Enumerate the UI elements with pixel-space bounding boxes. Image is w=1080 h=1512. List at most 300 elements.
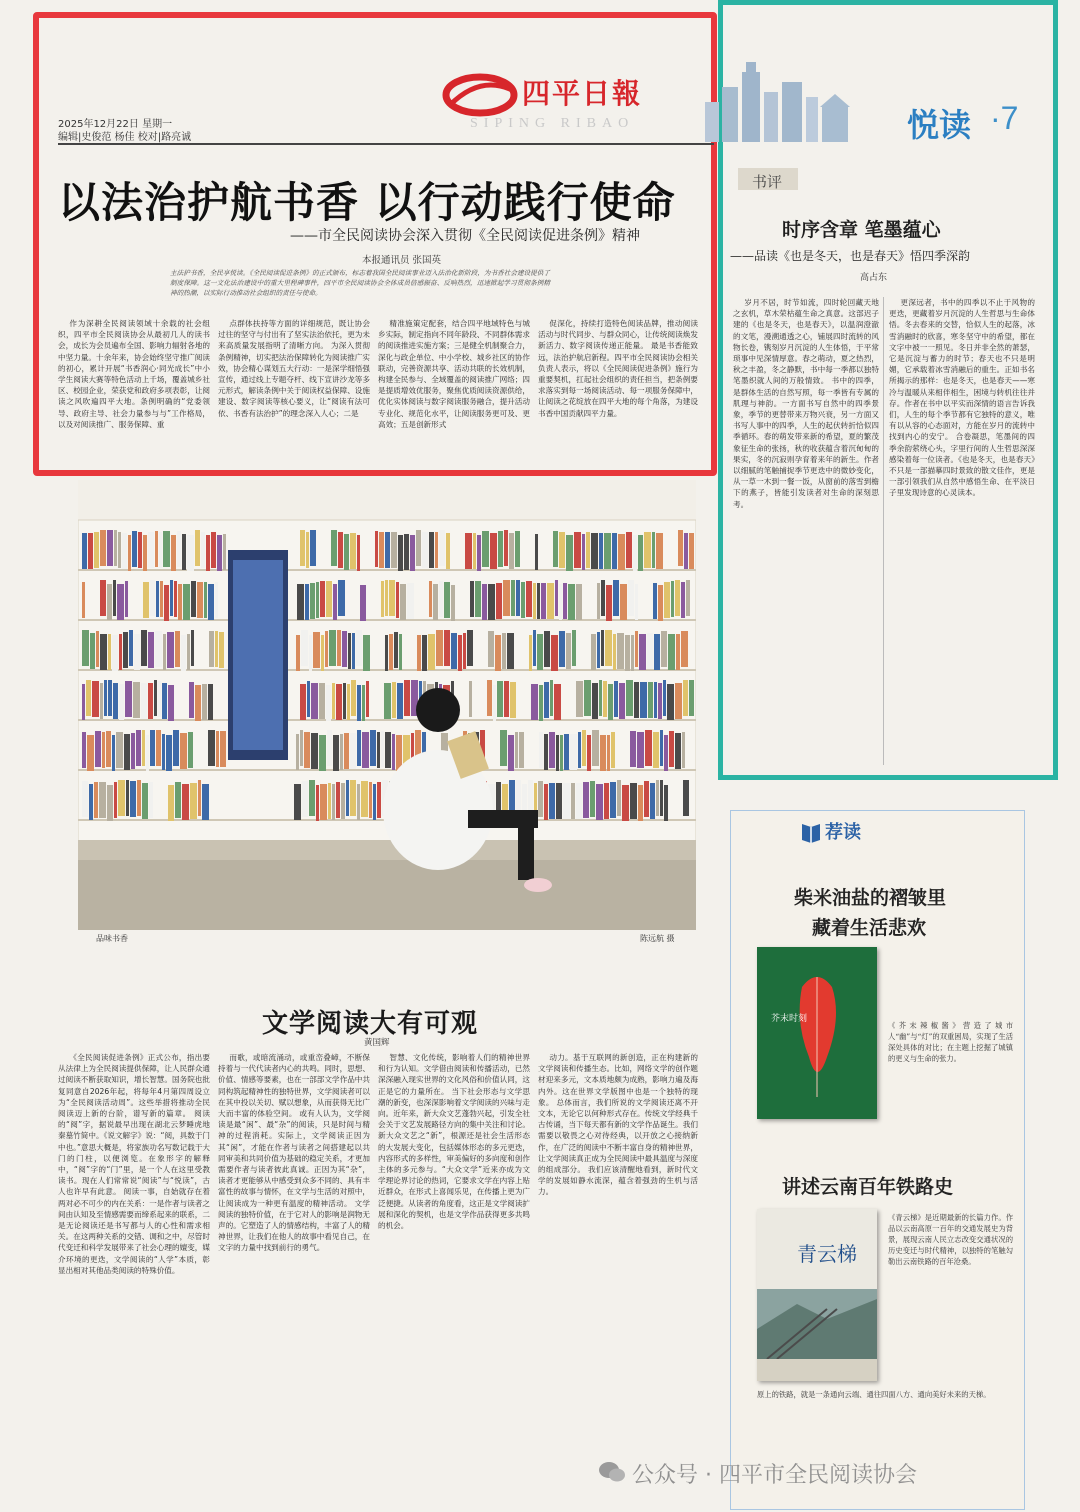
book-spine <box>676 634 680 670</box>
book-spine <box>654 634 660 670</box>
book-spine <box>363 635 370 671</box>
book2-cover <box>757 1209 877 1381</box>
book-spine <box>433 584 438 620</box>
book-spine <box>599 533 603 569</box>
book-spine <box>370 730 376 766</box>
book-spine <box>582 730 586 766</box>
book-spine <box>142 730 145 766</box>
book-spine <box>597 583 600 619</box>
book-spine <box>631 635 634 671</box>
book-spine <box>617 633 624 669</box>
book-spine <box>689 533 694 569</box>
book-spine <box>204 582 207 618</box>
book-spine <box>404 534 409 570</box>
book-spine <box>538 781 543 817</box>
book-spine <box>187 535 194 571</box>
book-spine <box>357 730 361 766</box>
book-spine <box>118 532 121 568</box>
book-spine <box>104 680 107 716</box>
book-spine <box>504 681 509 717</box>
book-spine <box>599 680 602 716</box>
book-spine <box>377 782 381 818</box>
book-spine <box>510 682 516 718</box>
book-spine <box>675 683 682 719</box>
book-spine <box>500 730 507 766</box>
book-spine <box>344 534 349 570</box>
book-spine <box>549 783 555 819</box>
book-spine <box>596 784 603 820</box>
book-spine <box>551 635 558 671</box>
book-spine <box>182 784 189 820</box>
book-spine <box>361 781 368 817</box>
book-spine <box>150 730 155 766</box>
book-spine <box>362 732 369 768</box>
book-spine <box>553 531 558 567</box>
book-spine <box>118 780 125 816</box>
book-spine <box>544 631 550 667</box>
book-spine <box>148 532 154 568</box>
book-spine <box>550 680 553 716</box>
book-spine <box>521 582 525 618</box>
book-spine <box>326 685 331 721</box>
book-spine <box>611 732 615 768</box>
book-spine <box>304 732 310 768</box>
book-spine <box>336 684 342 720</box>
book-spine <box>220 731 226 767</box>
book-spine <box>316 582 319 618</box>
book-spine <box>155 631 162 667</box>
book-spine <box>305 584 309 620</box>
book-spine <box>508 735 514 771</box>
book-spine <box>108 634 111 670</box>
book-spine <box>309 780 315 816</box>
book-spine <box>307 681 310 717</box>
book-spine <box>116 732 123 768</box>
book-spine <box>639 634 646 670</box>
book-spine <box>444 630 450 666</box>
book-spine <box>182 534 186 570</box>
lead-intro: 主法护书香，全民享悦读。《全民阅读促进条例》的正式颁布，标志着我国全民阅读事业迈入法治化新阶段，为书香社会建设提供了制度保障。这一文化法治建设中的重大里程碑事件，四平市全民阅读协会全体成员倍感振奋、反响热烈，迅速掀起学习贯彻条例精神的热潮，以实际行动推动社会组织的责任与使命。 <box>170 269 550 297</box>
book-spine <box>385 732 391 768</box>
book-spine <box>537 634 543 670</box>
book-spine <box>496 583 502 619</box>
book-spine <box>511 580 515 616</box>
book-spine <box>488 584 495 620</box>
book-spine <box>617 780 621 816</box>
book-spine <box>644 781 649 817</box>
book-spine <box>202 684 207 720</box>
book-spine <box>658 683 662 719</box>
book-spine <box>296 635 300 671</box>
book-spine <box>504 530 508 566</box>
book-spine <box>533 630 536 666</box>
book-spine <box>350 733 356 769</box>
lit-column-2: 而歌，或暗流涌动，或重峦叠嶂，不断保持着与一代代读者内心的共鸣。同时，思想、价值、情感等要素，也在一部部文学作品中共同构筑起精神性的独特世界，文学阅读者可以在其中投以关切、赋以想象，从而获得无比广大而丰富的体验空间。 或有人认为，文学阅读是最“闲”、最“杂”的阅读，只是时间与精神的过程消耗。实际上，文学阅读正因为其“闲”，才能在作者与读者之间搭建起以共同审美和共同价值为基础的稳定关系，才更加需要作者与读者彼此真诚。正因为其“杂”，读者才更能够从中感受到众多不同的、具有丰富性的故事与情怀，在文学与生活的对照中，让阅读成为一种更有温度的精神活动。 文学阅读的独特价值，在于它对人的影响是润物无声的。它塑造了人的情感结构，丰富了人的精神世界，让我们在他人的故事中看见自己，在文字的力量中找到前行的勇气。 <box>218 1053 370 1253</box>
book-spine <box>156 581 159 617</box>
book-spine <box>88 533 93 569</box>
city-skyline-icon <box>700 62 860 142</box>
book-spine <box>94 532 99 568</box>
book-spine <box>529 635 532 671</box>
book-spine <box>681 631 688 667</box>
book-spine <box>164 585 169 621</box>
book-spine <box>296 734 299 770</box>
book-spine <box>516 580 520 616</box>
book-spine <box>162 683 167 719</box>
book-spine <box>337 630 341 666</box>
book-spine <box>208 684 213 720</box>
book-spine <box>556 783 562 819</box>
book-spine <box>583 782 589 818</box>
review-column-divider <box>883 297 884 765</box>
book-spine <box>572 630 576 666</box>
book-spine <box>566 633 571 669</box>
book-spine <box>344 733 349 769</box>
book-spine <box>150 580 155 616</box>
book-spine <box>385 532 390 568</box>
book-spine <box>119 634 122 670</box>
book-spine <box>95 731 101 767</box>
book-spine <box>422 532 428 568</box>
book-spine <box>107 530 113 566</box>
book-spine <box>544 784 548 820</box>
book-spine <box>350 533 356 569</box>
book-spine <box>148 683 153 719</box>
book-spine <box>170 580 173 616</box>
book-spine <box>180 733 187 769</box>
book-spine <box>195 530 200 566</box>
book-spine <box>136 730 141 766</box>
book-spine <box>373 784 376 820</box>
book-spine <box>356 630 362 666</box>
book-spine <box>497 681 503 717</box>
book-spine <box>375 531 378 567</box>
book-spine <box>654 682 657 718</box>
book-spine <box>306 532 309 568</box>
lit-column-3: 智慧、文化传统，影响着人们的精神世界和行为认知。文学借由阅读和传播活动，已然深深融入现实世界的文化风俗和价值认同，这正是它的力量所在。 当下社会形态与文学思潮的新变，也深深影响着文学阅读的兴味与走向。近年来，新大众文艺蓬勃兴起，引发全社会关于文艺发展路径方向的集中关注和讨论。新大众文艺之“新”，根源还是社会生活形态的大发展大变化，包括媒体形态的多元更迭，内容形式的多样性，审美偏好的多向度和创作主体的多元参与。“大众文学”近来亦成为文学理论界讨论的热词，它要求文学在内容上贴近群众，在形式上喜闻乐见，在传播上更为广泛便捷。从读者的角度看，这正是文学阅读扩展和深化的契机，也是文学作品获得更多共鸣的机会。 <box>378 1053 530 1231</box>
book-spine <box>327 730 332 766</box>
book-spine <box>328 783 331 819</box>
book-spine <box>154 680 157 716</box>
book-spine <box>202 784 209 820</box>
book-spine <box>90 633 95 669</box>
lead-headline: 以法治护航书香 以行动践行使命 <box>58 178 676 227</box>
book-spine <box>669 731 674 767</box>
book-spine <box>96 631 99 667</box>
book-spine <box>209 631 214 667</box>
book-spine <box>198 780 201 816</box>
book-spine <box>385 635 388 671</box>
book-spine <box>509 533 514 569</box>
book-spine <box>332 784 335 820</box>
book-spine <box>217 535 222 571</box>
book-spine <box>404 680 410 716</box>
book-spine <box>131 733 135 769</box>
book-spine <box>143 535 147 571</box>
book2-description-tail: 原上的铁路，就是一条通向云端、通往四面八方、通向美好未来的天梯。 <box>757 1390 991 1399</box>
book-spine <box>533 583 536 619</box>
book-spine <box>183 584 190 620</box>
book-spine <box>473 533 476 569</box>
book-spine <box>129 630 133 666</box>
book-spine <box>294 784 301 820</box>
book-spine <box>482 584 487 620</box>
book-icon <box>800 820 822 844</box>
book-spine <box>94 782 98 818</box>
book-spine <box>125 581 128 617</box>
book-spine <box>206 535 210 571</box>
book-spine <box>638 785 643 821</box>
book-spine <box>635 584 638 620</box>
book-spine <box>360 585 366 621</box>
book-spine <box>190 783 197 819</box>
book-spine <box>570 734 577 770</box>
book-spine <box>162 734 165 770</box>
book-spine <box>188 732 193 768</box>
book-spine <box>134 634 140 670</box>
book-spine <box>446 533 450 569</box>
book-spine <box>326 581 332 617</box>
book-spine <box>106 731 111 767</box>
review-author: 高占东 <box>860 273 888 283</box>
book-spine <box>664 785 668 821</box>
book-spine <box>656 533 663 569</box>
book-spine <box>429 581 432 617</box>
book-spine <box>357 784 360 820</box>
book-spine <box>142 783 148 819</box>
book-spine <box>653 583 657 619</box>
library-photo <box>78 480 696 930</box>
book-spine <box>146 735 149 771</box>
book-spine <box>416 530 421 566</box>
book-spine <box>130 781 136 817</box>
book2-description: 《青云梯》是近期最新的长篇力作。作品以云南高原一百年的交通发展史为背景，展现云南人民立志改变交通状况的历史变迁与时代精神，以独特的笔触勾勒出云南铁路的百年沧桑。 <box>888 1213 1013 1266</box>
book-spine <box>191 630 194 666</box>
library-reader-illustration <box>78 480 696 930</box>
review-column-2: 更深远者，书中的四季以不止于风物的更迭，更藏着岁月沉淀的人生哲思与生命体悟。冬去春来的交替，恰似人生的起落，冰雪消融时的欣喜，寒冬坚守中的希望，都在文字中被一一照见。冬日并非全然的萧瑟，它是沉淀与蓄力的时节；春天也不只是明媚，它承载着冰雪消融后的重生。正如书名所揭示的那样：也是冬天，也是春天——寒冷与温暖从来相伴相生，困境与转机往往并存。作者在书中以平实而深情的语言告诉我们，人生的每个季节都有它独特的意义，唯有以从容的心态面对，方能在岁月的流转中找到内心的安宁。 合卷凝思，笔墨间的四季余韵萦绕心头，字里行间的人生哲思深深感染着每一位读者。《也是冬天，也是春天》不只是一部描摹四时景致的散文佳作，更是一部引领我们从自然中感悟生命、在平淡日子里发现诗意的心灵读本。 <box>889 298 1035 498</box>
issue-date: 2025年12月22日 星期一 <box>58 119 173 130</box>
book-spine <box>606 585 612 621</box>
book-spine <box>526 581 532 617</box>
book-spine <box>564 734 569 770</box>
book-spine <box>507 633 514 669</box>
book-spine <box>555 580 558 616</box>
book-spine <box>667 684 674 720</box>
book-spine <box>634 682 639 718</box>
book-spine <box>102 732 105 768</box>
book-spine <box>331 530 337 566</box>
book-spine <box>614 681 618 717</box>
book-spine <box>223 534 226 570</box>
book-spine <box>379 532 384 568</box>
book-spine <box>113 683 118 719</box>
book-spine <box>320 581 325 617</box>
book-spine <box>160 581 163 617</box>
book2-cover-title: 青云梯 <box>797 1242 857 1266</box>
book-spine <box>341 783 345 819</box>
book-spine <box>554 684 561 720</box>
book-spine <box>603 681 607 717</box>
book-spine <box>605 630 612 666</box>
book-spine <box>626 680 633 716</box>
book-spine <box>407 583 414 619</box>
book-spine <box>114 530 117 566</box>
book-spine <box>389 634 393 670</box>
book-spine <box>333 735 339 771</box>
book-spine <box>332 683 335 719</box>
book-spine <box>465 533 472 569</box>
book-spine <box>656 780 659 816</box>
book-spine <box>683 780 689 816</box>
book-spine <box>435 532 438 568</box>
book-spine <box>519 732 524 768</box>
review-tag-label: 书评 <box>752 173 783 191</box>
book-spine <box>100 683 103 719</box>
book-spine <box>143 582 149 618</box>
book-spine <box>547 583 554 619</box>
book-spine <box>498 531 503 567</box>
book-spine <box>92 681 99 717</box>
book-spine <box>343 683 346 719</box>
book-spine <box>297 584 304 620</box>
book-spine <box>592 683 598 719</box>
book-spine <box>597 632 600 668</box>
book-spine <box>436 630 443 666</box>
book-spine <box>342 631 347 667</box>
book-spine <box>350 780 356 816</box>
book2-title: 讲述云南百年铁路史 <box>782 1176 954 1198</box>
book-spine <box>187 634 190 670</box>
book-spine <box>684 533 688 569</box>
book-spine <box>99 782 106 818</box>
book-spine <box>319 735 326 771</box>
book-spine <box>302 781 308 817</box>
book-spine <box>191 581 196 617</box>
book-spine <box>333 584 337 620</box>
book-spine <box>338 580 345 616</box>
book-spine <box>417 635 421 671</box>
book-spine <box>107 584 112 620</box>
book-spine <box>114 782 117 818</box>
book1-title-line1: 柴米油盐的褶皱里 <box>794 887 947 909</box>
review-title: 时序含章 笔墨蕴心 <box>782 219 941 241</box>
book-spine <box>467 630 473 666</box>
book-spine <box>671 581 674 617</box>
book-spine <box>645 730 652 766</box>
book-spine <box>82 684 85 720</box>
lit-article-author: 黄国辉 <box>364 1038 390 1048</box>
book-spine <box>352 633 355 669</box>
book-spine <box>559 631 565 667</box>
book-spine <box>316 785 319 821</box>
book-spine <box>560 735 563 771</box>
book-spine <box>174 581 177 617</box>
book-spine <box>112 635 118 671</box>
book-spine <box>195 685 201 721</box>
book-spine <box>625 635 630 671</box>
book-spine <box>647 633 653 669</box>
book-spine <box>535 534 538 570</box>
book-spine <box>389 580 395 616</box>
book-spine <box>664 735 668 771</box>
book-spine <box>100 580 106 616</box>
book-spine <box>612 533 617 569</box>
lead-byline: 本报通讯员 张国英 <box>362 255 442 266</box>
book-spine <box>578 732 581 768</box>
book-spine <box>675 733 681 769</box>
book-spine <box>661 631 667 667</box>
book-spine <box>487 680 492 716</box>
lead-column-4: 促深化，持续打造特色阅读品牌，推动阅读活动与时代同步、与群众同心，让传统阅读焕发新活力、数字阅读传递正能量。 最是书香能致远，法治护航启新程。四平市全民阅读协会相关负责人表示，将以《全民阅读促进条例》施行为重要契机，扛起社会组织的责任担当，把条例要求落实到每一场阅读活动、每一项服务保障中，让阅读之花绽放在四平大地的每个角落，为建设书香中国贡献四平力量。 <box>538 319 698 418</box>
book-spine <box>653 732 659 768</box>
book-spine <box>357 535 360 571</box>
book-spine <box>439 530 445 566</box>
lead-column-1: 作为深耕全民阅读领域十余载的社会组织，四平市全民阅读协会从最初几人的读书会，成长为会员遍布全国、影响力辐射各地的中坚力量。十余年来，协会始终坚守推广阅读的初心，累计开展“书香润心·同光成长”中小学生阅读大赛等特色活动上千场，覆盖城乡社区、校园企业，荣获党和政府多项表彰，让阅读之风吹遍四平大地。条例明确的“党委领导、政府主导、社会力量参与与”工作格局，以及对阅读推广、服务保障、重 <box>58 319 210 429</box>
newspaper-logo-pinyin: SIPING RIBAO <box>470 116 635 131</box>
book2-cover-art <box>757 1209 877 1381</box>
book-spine <box>604 533 611 569</box>
book1-cover-art <box>757 947 877 1119</box>
book-spine <box>515 531 520 567</box>
book-spine <box>591 634 596 670</box>
book-spine <box>664 582 670 618</box>
book-spine <box>400 584 406 620</box>
account-watermark: 公众号 · 四平市全民阅读协会 <box>632 1463 917 1488</box>
book-spine <box>163 531 170 567</box>
book-spine <box>563 783 570 819</box>
book-spine <box>168 785 174 821</box>
book-spine <box>82 630 89 666</box>
book-spine <box>630 783 637 819</box>
lit-column-4: 动力。基于互联网的新创造，正在构建新的文学阅读和传播生态。比如，网络文学的创作题材迎来多元，文本质地颇为成熟，影响力遍及海内外。这在世界文学版图中也是一个独特的现象。 总体而言，我们所说的文学阅读还离不开文本，无论它以何种形式存在。传统文学经典千古传诵，当下每天都有新的文学作品诞生。我们需要以敬畏之心对待经典，以开放之心接纳新作，在广泛的阅读中不断丰富自身的精神世界，让文学阅读真正成为全民阅读中最具温度与深度的组成部分。 我们应该清醒地看到，新时代文学的发展如静水流深，蕴含着强劲的生机与活力。 <box>538 1053 698 1197</box>
book-spine <box>313 632 320 668</box>
book-spine <box>381 581 384 617</box>
book1-title-line2: 藏着生活悲欢 <box>812 917 927 939</box>
book-spine <box>128 535 131 571</box>
book-spine <box>117 584 124 620</box>
book-spine <box>201 532 205 568</box>
book-spine <box>181 635 186 671</box>
book-spine <box>399 634 402 670</box>
book-spine <box>381 731 384 767</box>
book-spine <box>113 580 116 616</box>
book1-description: 《芥末辣椒酱》营造了城市人“幽”与“灯”的双重困局，实现了生活深处具体的对比；在主题上挖掘了城镇的更义与生命的张力。 <box>888 1021 1013 1063</box>
book-spine <box>622 785 629 821</box>
book-spine <box>477 535 481 571</box>
book-spine <box>539 685 543 721</box>
book-spine <box>566 535 573 571</box>
book-spine <box>537 583 540 619</box>
book-spine <box>394 632 398 668</box>
book-spine <box>410 535 415 571</box>
book-spine <box>610 782 616 818</box>
book-spine <box>189 682 194 718</box>
book-spine <box>587 735 591 771</box>
lead-column-2: 点群体扶持等方面的详细规范，既让协会过往的坚守与付出有了坚实法治依托，更为未来高质量发展指明了清晰方向。 为深入贯彻条例精神，切实把法治保障转化为阅读推广实效，协会精心谋划五大行动：一是深学细悟强宣传，通过线上专题夺杆、线下宣讲沙龙等多元形式，解读条例中关于阅读权益保障、设施建设、数字阅读等核心要义，让“阅读有法可依、书香有法治护”的理念深入人心；二是 <box>218 319 370 418</box>
book-spine <box>300 684 306 720</box>
book-spine <box>112 735 115 771</box>
book-spine <box>325 631 328 667</box>
book-spine <box>329 630 336 666</box>
book-spine <box>87 735 94 771</box>
book-spine <box>428 634 435 670</box>
book1-cover <box>757 947 877 1119</box>
book-spine <box>678 530 683 566</box>
book-spine <box>178 584 182 620</box>
book-spine <box>493 685 496 721</box>
book-spine <box>171 535 176 571</box>
lead-subheadline: ——市全民阅读协会深入贯彻《全民阅读促进条例》精神 <box>290 228 640 244</box>
